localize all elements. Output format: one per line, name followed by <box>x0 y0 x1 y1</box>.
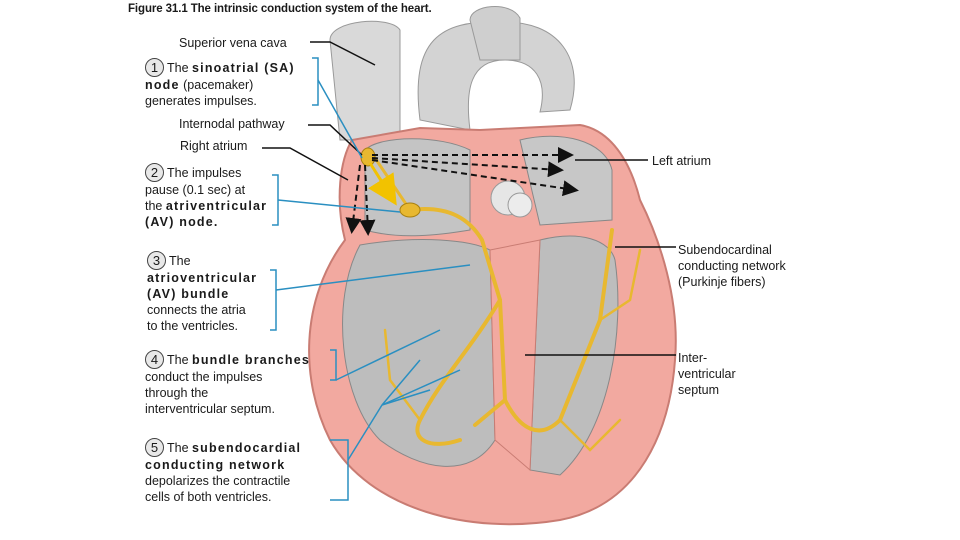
label-superior-vena-cava: Superior vena cava <box>179 36 287 50</box>
right-atrium-chamber <box>365 139 470 236</box>
label-right-atrium: Right atrium <box>180 139 248 153</box>
step-number: 4 <box>145 350 164 369</box>
great-vessels <box>330 6 574 140</box>
label-interventricular-septum: Inter- ventricular septum <box>678 351 736 397</box>
label-internodal-pathway: Internodal pathway <box>179 117 285 131</box>
av-node <box>400 203 420 217</box>
figure-caption: Figure 31.1 The intrinsic conduction system of the heart. <box>128 3 432 15</box>
label-purkinje: Subendocardinal conducting network (Purkinje fibers) <box>678 243 786 289</box>
step-1: 1 The sinoatrial (SA) node (pacemaker) generates impulses. <box>145 60 295 108</box>
step-number: 2 <box>145 163 164 182</box>
step-number: 5 <box>145 438 164 457</box>
step-5: 5 The subendocardial conducting network depolarizes the contractile cells of both ventricles. <box>145 440 302 504</box>
sa-node <box>361 148 375 166</box>
label-left-atrium: Left atrium <box>652 154 712 168</box>
step-3: 3 The atrioventricular (AV) bundle connects the atria to the ventricles. <box>147 253 258 333</box>
step-number: 3 <box>147 251 166 270</box>
step-2: 2 The impulses pause (0.1 sec) at the atriventricular (AV) node. <box>145 165 268 229</box>
step-4: 4 The bundle branches conduct the impulses through the interventricular septum. <box>145 352 311 416</box>
step-number: 1 <box>145 58 164 77</box>
